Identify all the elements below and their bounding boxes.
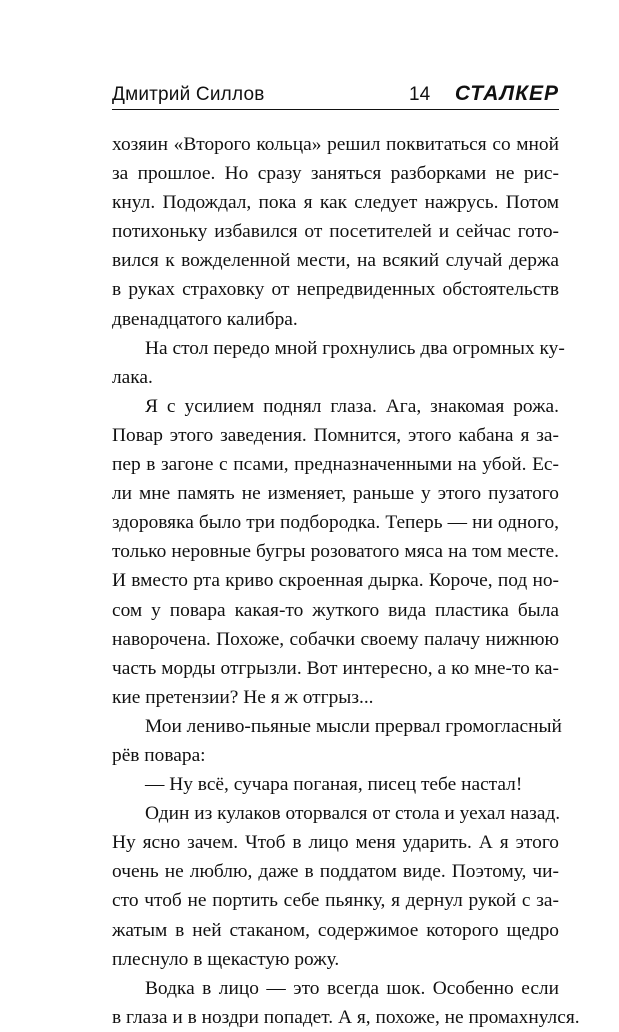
text-line: рёв повара: — [112, 744, 206, 766]
text-line: Один из кулаков оторвался от стола и уехал назад. — [145, 803, 561, 825]
dialogue-line: — Ну всё, сучара поганая, писец тебе настал! — [145, 774, 523, 796]
text-line: сом у повара какая-то жуткого вида пластика была — [112, 599, 559, 621]
text-line: за прошлое. Но сразу заняться разборками не рис- — [112, 163, 559, 185]
text-line: ли мне память не изменяет, раньше у этого пузатого — [112, 483, 559, 505]
page-number: 14 — [409, 84, 431, 105]
text-line: в руках страховку от непредвиденных обстоятельств — [112, 279, 559, 301]
body-text — [112, 130, 580, 1032]
text-line: только неровные бугры розоватого мяса на том месте. — [112, 541, 559, 563]
text-line: часть морды отгрызли. Вот интересно, а ко мне-то ка- — [112, 657, 559, 679]
text-line: потихоньку избавился от посетителей и сейчас гото- — [112, 221, 559, 243]
running-head — [112, 82, 559, 108]
text-line: здоровяка было три подбородка. Теперь — ни одного, — [112, 512, 559, 534]
author-name: Дмитрий Силлов — [112, 84, 265, 105]
text-line: Ну ясно зачем. Чтоб в лицо меня ударить. А я этого — [112, 832, 559, 854]
text-line: сто чтоб не портить себе пьянку, я дернул рукой с за- — [112, 890, 559, 912]
text-line: жатым в ней стаканом, содержимое которого щедро — [112, 919, 559, 941]
text-line: хозяин «Второго кольца» решил поквитаться со мной — [112, 134, 559, 155]
text-line: пер в загоне с псами, предназначенными на убой. Ес- — [112, 454, 559, 476]
text-line: Мои лениво-пьяные мысли прервал громогласный — [145, 715, 562, 737]
text-line: кие претензии? Не я ж отгрыз... — [112, 686, 374, 708]
text-line: Я с усилием поднял глаза. Ага, знакомая рожа. — [145, 395, 559, 417]
series-title: СТАЛКЕР — [454, 82, 559, 105]
header-rule — [112, 109, 559, 110]
text-line: Повар этого заведения. Помнится, этого кабана я за- — [112, 424, 559, 446]
text-line: На стол передо мной грохнулись два огромных ку- — [145, 337, 565, 359]
text-line: И вместо рта криво скроенная дырка. Короче, под но- — [112, 570, 559, 592]
text-line: лака. — [112, 366, 153, 388]
text-line: наворочена. Похоже, собачки своему палачу нижнюю — [112, 628, 559, 650]
text-line: плеснуло в щекастую рожу. — [112, 948, 340, 970]
text-line: двенадцатого калибра. — [112, 308, 298, 330]
text-line: очень не люблю, даже в поддатом виде. Поэтому, чи- — [112, 861, 559, 883]
text-line: Водка в лицо — это всегда шок. Особенно если — [145, 977, 559, 999]
text-line: кнул. Подождал, пока я как следует нажрусь. Потом — [112, 192, 559, 214]
text-line: в глаза и в ноздри попадет. А я, похоже, не промахнулся. — [112, 1006, 580, 1028]
text-line: вился к вожделенной мести, на всякий случай держа — [112, 250, 559, 272]
